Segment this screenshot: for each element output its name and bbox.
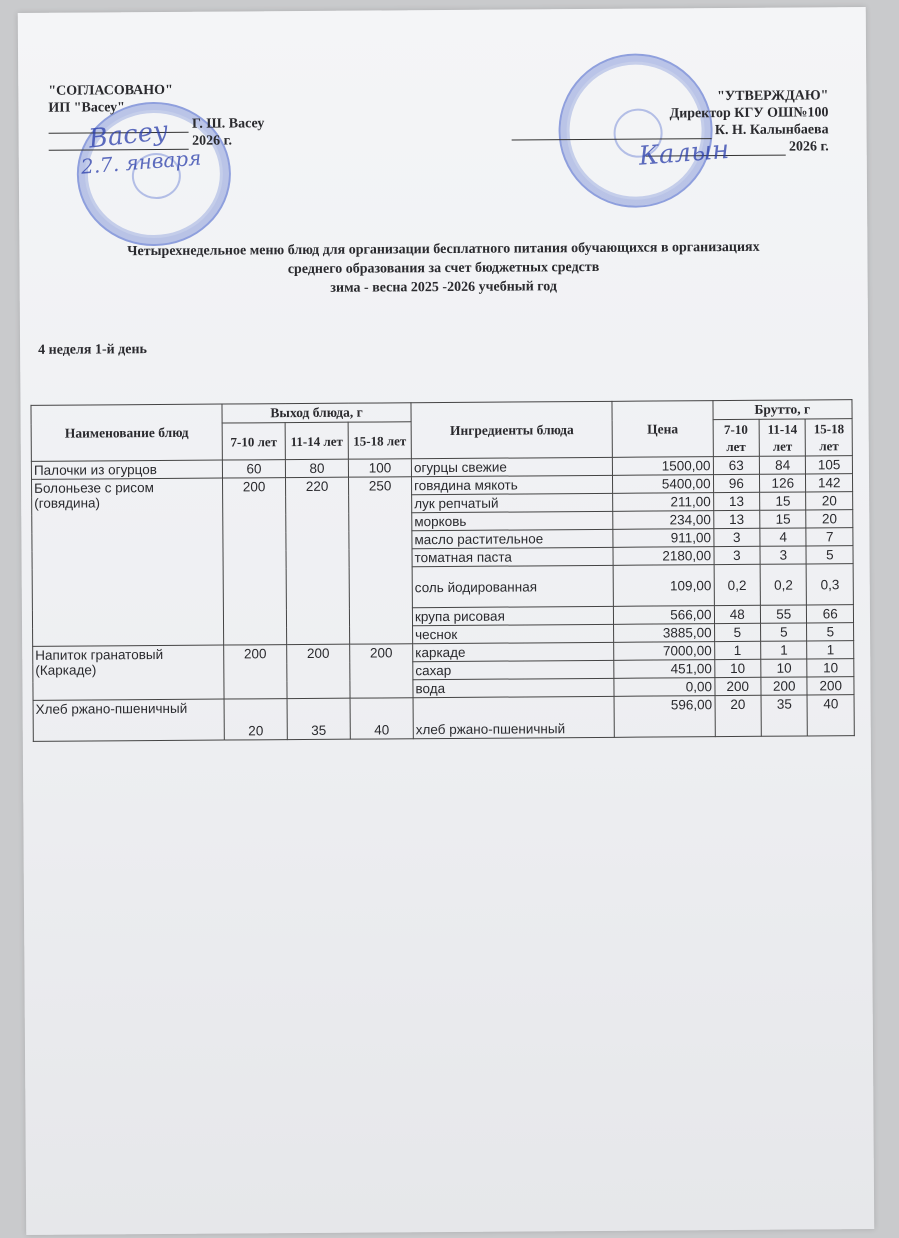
header-price: Цена <box>612 401 713 458</box>
output-value: 100 <box>348 459 411 477</box>
gross-value: 1 <box>714 641 761 659</box>
ingredient-price: 109,00 <box>613 565 713 607</box>
week-day-label: 4 неделя 1-й день <box>38 342 147 358</box>
gross-value: 10 <box>807 659 854 677</box>
gross-value: 1 <box>807 641 854 659</box>
header-ingredients: Ингредиенты блюда <box>411 401 613 458</box>
ingredient-price: 7000,00 <box>614 642 714 661</box>
handwritten-signature-left: Васеу <box>87 115 170 155</box>
gross-value: 13 <box>713 492 760 510</box>
gross-value: 7 <box>806 528 853 546</box>
output-value: 220 <box>286 477 350 644</box>
ingredient-name: говядина мякоть <box>411 475 612 494</box>
ingredient-name: огурцы свежие <box>411 457 612 476</box>
output-value: 60 <box>222 460 285 478</box>
gross-value: 10 <box>714 659 761 677</box>
gross-value: 4 <box>760 528 807 546</box>
ingredient-price: 451,00 <box>614 660 714 679</box>
menu-table <box>30 399 854 742</box>
document-page <box>18 7 875 1235</box>
output-value: 35 <box>287 698 350 739</box>
title-line-1: Четырехнедельное меню блюд для организации бесплатного питания обучающихся в организациях <box>127 239 760 260</box>
output-value: 200 <box>287 644 350 698</box>
output-value: 80 <box>285 459 348 477</box>
agreed-signer: Г. Ш. Васеу <box>191 116 265 132</box>
output-value: 200 <box>223 478 287 645</box>
ingredient-name: сахар <box>413 660 614 679</box>
ingredient-price: 3885,00 <box>614 624 714 643</box>
gross-value: 96 <box>713 474 760 492</box>
gross-value: 1 <box>761 641 808 659</box>
gross-value: 3 <box>760 546 807 564</box>
ingredient-price: 1500,00 <box>613 457 713 476</box>
gross-value: 84 <box>759 456 806 474</box>
output-value: 200 <box>350 644 413 698</box>
gross-value: 55 <box>760 605 807 623</box>
header-age: 7-10 лет <box>713 419 760 456</box>
handwritten-signature-right: Калын <box>637 134 731 172</box>
output-value: 40 <box>350 698 413 739</box>
output-value: 20 <box>224 699 287 740</box>
title-line-3: зима - весна 2025 -2026 учебный год <box>330 279 557 296</box>
header-age: 11-14 лет <box>759 419 806 456</box>
ingredient-price: 566,00 <box>614 606 714 625</box>
table-row <box>33 695 854 742</box>
ingredient-price: 5400,00 <box>613 475 713 494</box>
ingredient-price: 2180,00 <box>613 547 713 566</box>
gross-value: 0,3 <box>807 564 854 605</box>
document-title <box>19 237 867 300</box>
gross-value: 5 <box>761 623 808 641</box>
header-age: 15-18 лет <box>348 422 411 459</box>
dish-name: Хлеб ржано-пшеничный <box>33 699 224 741</box>
gross-value: 63 <box>713 456 760 474</box>
gross-value: 10 <box>761 659 808 677</box>
header-age: 7-10 лет <box>222 423 285 460</box>
gross-value: 5 <box>806 546 853 564</box>
gross-value: 142 <box>806 474 853 492</box>
ingredient-price: 0,00 <box>614 678 714 697</box>
approved-year: 2026 г. <box>788 139 829 155</box>
gross-value: 3 <box>713 528 760 546</box>
gross-value: 20 <box>715 695 762 736</box>
ingredient-name: масло растительное <box>412 529 613 548</box>
gross-value: 200 <box>807 677 854 695</box>
gross-value: 20 <box>806 492 853 510</box>
gross-value: 15 <box>760 492 807 510</box>
approved-label: "УТВЕРЖДАЮ" <box>717 88 829 105</box>
output-value: 250 <box>349 477 413 644</box>
ingredient-name: соль йодированная <box>412 565 614 607</box>
handwritten-date-left: 2.7. января <box>80 145 203 179</box>
ingredient-name: чеснок <box>413 624 614 643</box>
ingredient-name: морковь <box>412 511 613 530</box>
gross-value: 5 <box>807 623 854 641</box>
dish-name: Напиток гранатовый (Каркаде) <box>33 645 224 700</box>
agreed-org: ИП "Васеу" <box>48 100 125 116</box>
gross-value: 200 <box>714 677 761 695</box>
dish-name: Палочки из огурцов <box>31 460 222 479</box>
gross-value: 48 <box>714 605 761 623</box>
agreed-year: 2026 г. <box>192 133 232 149</box>
ingredient-name: томатная паста <box>412 547 613 566</box>
ingredient-price: 211,00 <box>613 493 713 512</box>
gross-value: 20 <box>806 510 853 528</box>
ingredient-name: лук репчатый <box>412 493 613 512</box>
ingredient-name: вода <box>413 678 614 697</box>
gross-value: 3 <box>714 546 761 564</box>
ingredient-price: 911,00 <box>613 529 713 548</box>
gross-value: 66 <box>807 605 854 623</box>
gross-value: 200 <box>761 677 808 695</box>
gross-value: 13 <box>713 510 760 528</box>
ingredient-name: каркаде <box>413 642 614 661</box>
ingredient-price: 596,00 <box>614 696 714 738</box>
header-output: Выход блюда, г <box>222 403 411 423</box>
header-gross: Брутто, г <box>713 400 853 420</box>
agreed-label: "СОГЛАСОВАНО" <box>48 82 173 99</box>
gross-value: 0,2 <box>714 564 761 605</box>
title-line-2: среднего образования за счет бюджетных средств <box>287 259 600 278</box>
gross-value: 0,2 <box>760 564 807 605</box>
gross-value: 105 <box>806 456 853 474</box>
header-age: 15-18 лет <box>806 419 853 456</box>
ingredient-name: крупа рисовая <box>412 606 613 625</box>
gross-value: 40 <box>808 695 855 736</box>
output-value: 200 <box>224 645 287 699</box>
header-age: 11-14 лет <box>285 422 348 459</box>
gross-value: 35 <box>761 695 808 736</box>
ingredient-name: хлеб ржано-пшеничный <box>413 696 615 738</box>
gross-value: 126 <box>759 474 806 492</box>
gross-value: 15 <box>760 510 807 528</box>
ingredient-price: 234,00 <box>613 511 713 530</box>
header-dish: Наименование блюд <box>31 404 222 461</box>
approved-position: Директор КГУ ОШ№100 <box>669 105 829 122</box>
approved-signer: К. Н. Калынбаева <box>714 122 829 139</box>
gross-value: 5 <box>714 623 761 641</box>
dish-name: Болоньезе с рисом (говядина) <box>32 478 224 646</box>
